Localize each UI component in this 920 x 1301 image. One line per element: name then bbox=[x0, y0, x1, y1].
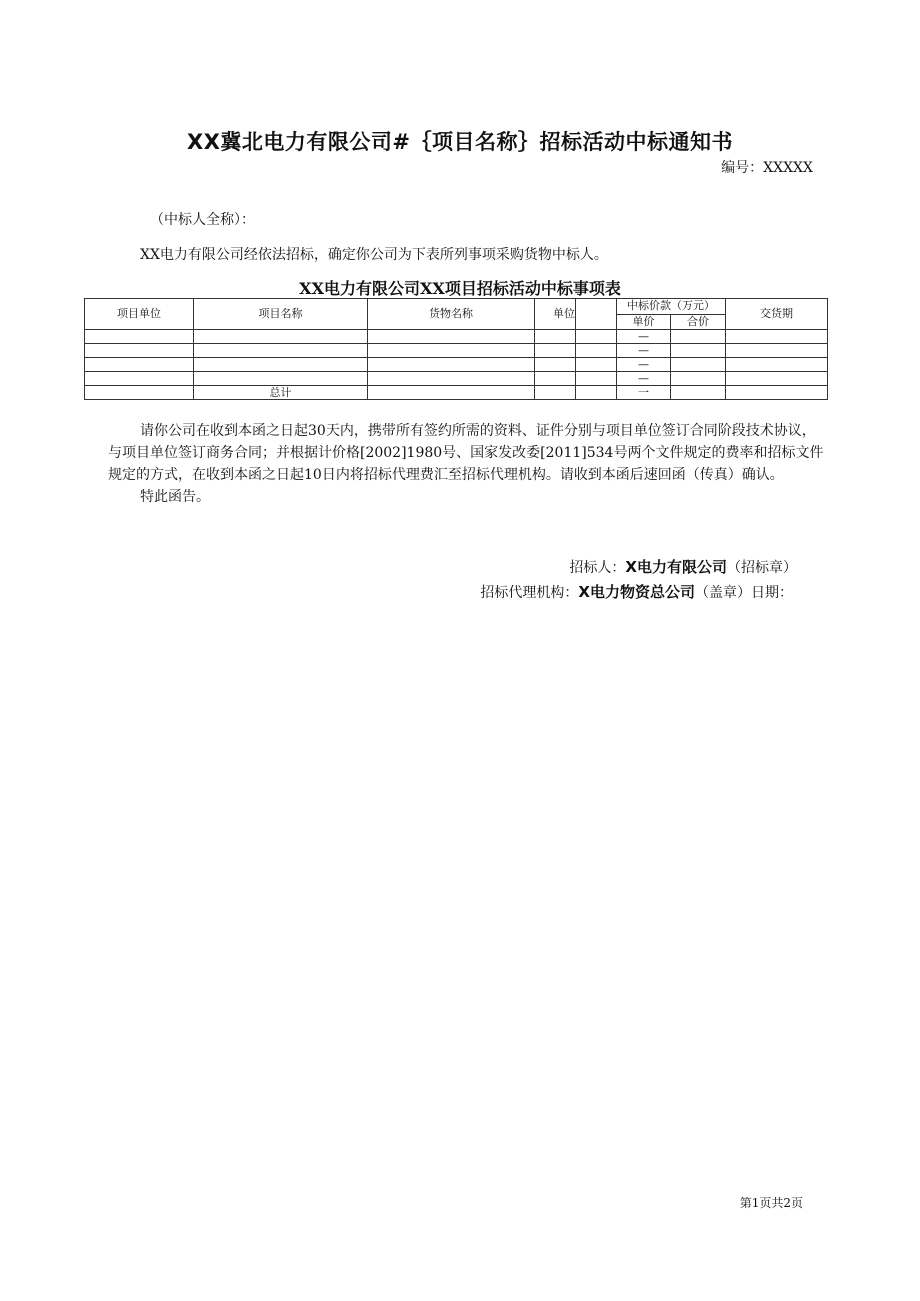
header-goods-name: 货物名称 bbox=[368, 299, 535, 330]
tenderer-seal: （招标章） bbox=[727, 560, 797, 576]
total-unit-price: 一 bbox=[617, 386, 671, 400]
header-project-name: 项目名称 bbox=[194, 299, 368, 330]
cell-unit-price: — bbox=[617, 330, 671, 344]
table-title: XX电力有限公司XX项目招标活动中标事项表 bbox=[299, 279, 621, 298]
intro-text: XX电力有限公司经依法招标，确定你公司为下表所列事项采购货物中标人。 bbox=[140, 247, 608, 263]
header-price-group: 中标价款（万元） bbox=[617, 299, 726, 315]
table-row bbox=[85, 372, 828, 386]
table-header-row bbox=[85, 299, 828, 315]
header-total-price: 合价 bbox=[671, 314, 726, 330]
header-unit-price: 单价 bbox=[617, 314, 671, 330]
body-paragraph: 请你公司在收到本函之日起30天内，携带所有签约所需的资料、证件分别与项目单位签订合同阶段技术协议，与项目单位签订商务合同；并根据计价格[2002]1980号、国家发改委[2011]534号两个文件规定的费率和招标文件规定的方式，在收到本函之日起10日内将招标代理费汇至招标代理机构。请收到本函后速回函（传真）确认。 bbox=[108, 423, 824, 483]
header-delivery: 交货期 bbox=[726, 299, 828, 330]
tenderer-name: X电力有限公司 bbox=[625, 558, 727, 576]
table-row bbox=[85, 358, 828, 372]
serial-number: 编号：XXXXX bbox=[721, 160, 813, 176]
header-unit: 单位 bbox=[535, 299, 576, 330]
addressee: （中标人全称）： bbox=[150, 212, 255, 228]
total-label: 总计 bbox=[194, 386, 368, 400]
header-blank bbox=[576, 299, 617, 330]
cell-unit-price: — bbox=[617, 372, 671, 386]
page-number: 第1页共2页 bbox=[739, 1196, 803, 1210]
document-title: XX冀北电力有限公司#｛项目名称｝招标活动中标通知书 bbox=[187, 130, 733, 154]
cell-unit-price: — bbox=[617, 344, 671, 358]
cell-unit-price: — bbox=[617, 358, 671, 372]
agency-signature bbox=[480, 581, 793, 602]
agency-seal-date: （盖章）日期： bbox=[695, 585, 793, 601]
table-row bbox=[85, 344, 828, 358]
tenderer-signature bbox=[569, 556, 797, 577]
closing-paragraph: 特此函告。 bbox=[140, 489, 210, 505]
header-project-unit: 项目单位 bbox=[85, 299, 194, 330]
table-row bbox=[85, 330, 828, 344]
body-text bbox=[108, 420, 828, 508]
award-table bbox=[84, 298, 828, 400]
tenderer-label: 招标人： bbox=[569, 560, 626, 576]
agency-label: 招标代理机构： bbox=[480, 585, 579, 601]
table-total-row bbox=[85, 386, 828, 400]
agency-name: X电力物资总公司 bbox=[578, 583, 695, 601]
